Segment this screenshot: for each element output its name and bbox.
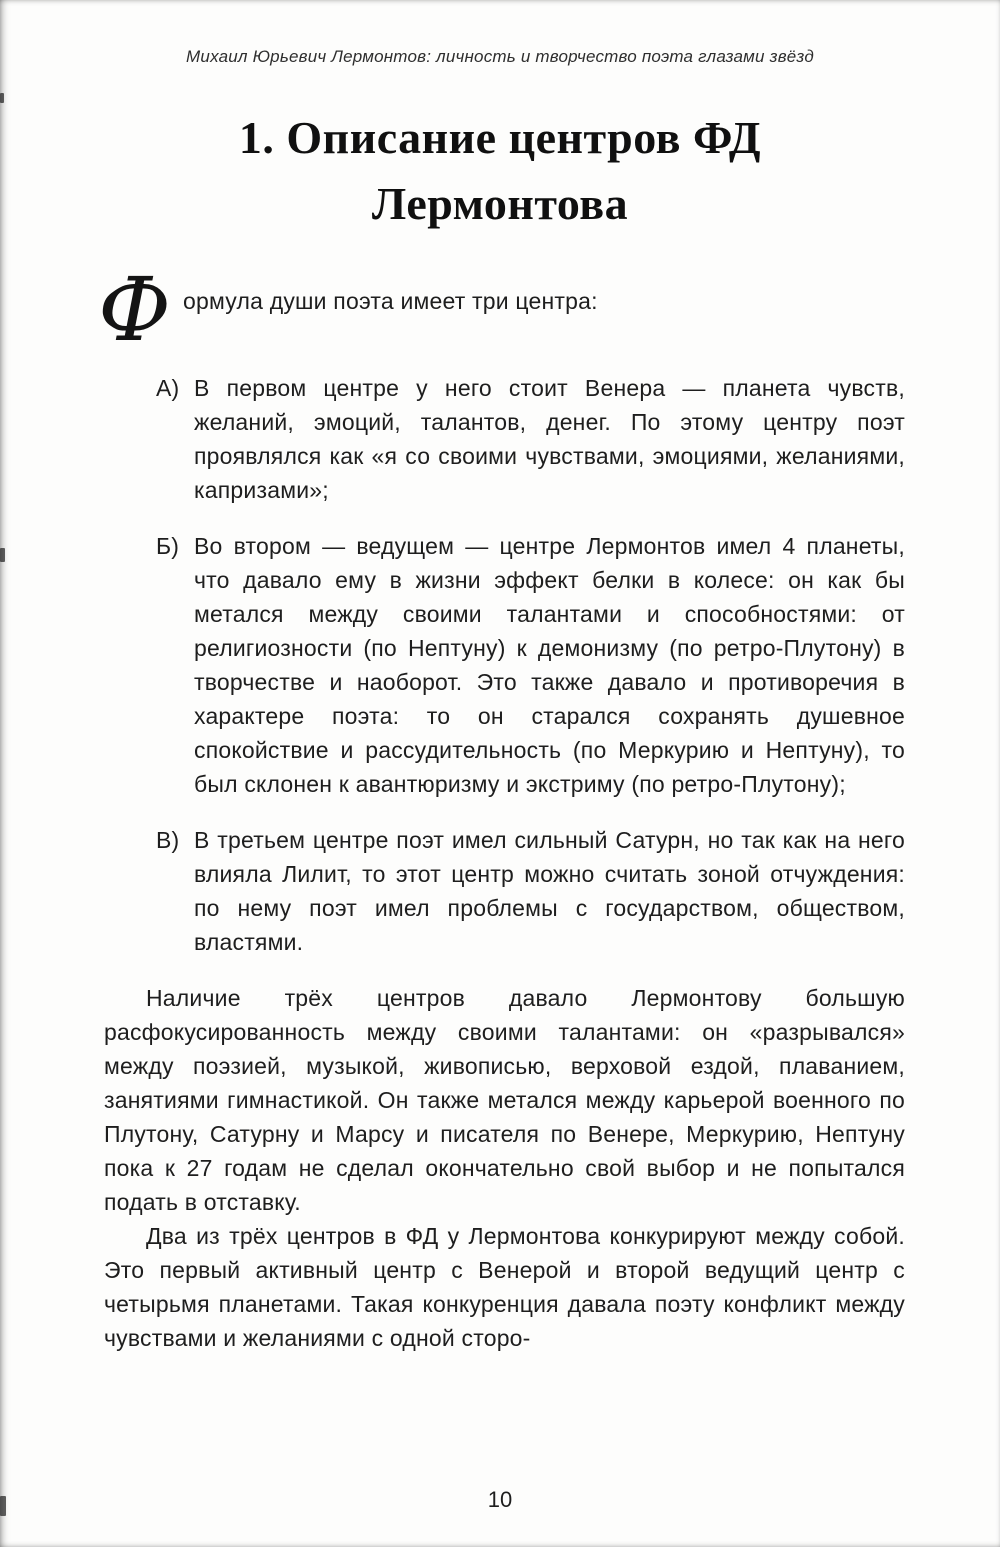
- list-item-marker: В): [156, 827, 180, 853]
- body-paragraphs: [104, 981, 905, 1355]
- chapter-title: [0, 105, 1000, 237]
- chapter-title-line-2: Лермонтова: [371, 178, 629, 229]
- paragraph: Два из трёх центров в ФД у Лермонтова конкурируют между собой. Это первый активный центр с Венерой и второй ведущий центр с четырьмя планетами. Такая конкуренция давала поэту конфликт между чувствами и желаниями с одной сторо-: [104, 1223, 905, 1351]
- list-item-marker: Б): [156, 533, 180, 559]
- intro-text: ормула души поэта имеет три центра:: [183, 288, 598, 314]
- page-number: 10: [487, 1487, 513, 1512]
- scan-artifact: [0, 548, 5, 562]
- list-item: [156, 823, 905, 959]
- drop-cap: Ф: [98, 258, 172, 361]
- page-body: [0, 258, 1000, 1355]
- scan-artifact: [0, 93, 4, 103]
- list-item: [156, 371, 905, 507]
- chapter-title-line-1: 1. Описание центров ФД: [238, 112, 762, 163]
- list-item-marker: А): [156, 375, 180, 401]
- list-item-text: В первом центре у него стоит Венера — планета чувств, желаний, эмоций, талантов, денег. По этому центру поэт проявлялся как «я со своими чувствами, эмоциями, желаниями, капризами»;: [194, 375, 905, 503]
- centers-list: [156, 371, 905, 959]
- running-header: Михаил Юрьевич Лермонтов: личность и творчество поэта глазами звёзд: [186, 47, 814, 66]
- intro-paragraph: [98, 258, 905, 361]
- list-item-text: В третьем центре поэт имел сильный Сатурн, но так как на него влияла Лилит, то этот центр можно считать зоной отчуждения: по нему поэт имел проблемы с государством, обществом, властями.: [194, 827, 905, 955]
- list-item: [156, 529, 905, 801]
- paragraph: Наличие трёх центров давало Лермонтову большую расфокусированность между своими талантами: он «разрывался» между поэзией, музыкой, живописью, верховой ездой, плаванием, занятиями гимнастикой. Он также метался между карьерой военного по Плутону, Сатурну и Марсу и писателя по Венере, Меркурию, Нептуну пока к 27 годам не сделал окончательно свой выбор и не попытался подать в отставку.: [104, 985, 905, 1215]
- list-item-text: Во втором — ведущем — центре Лермонтов имел 4 планеты, что давало ему в жизни эффект белки в колесе: он как бы метался между своими талантами и способностями: от религиозности (по Нептуну) к демонизму (по ретро-Плутону) в творчестве и наоборот. Это также давало и противоречия в характере поэта: то он старался сохранять душевное спокойствие и рассудительность (по Меркурию и Нептуну), то был склонен к авантюризму и экстриму (по ретро-Плутону);: [194, 533, 905, 797]
